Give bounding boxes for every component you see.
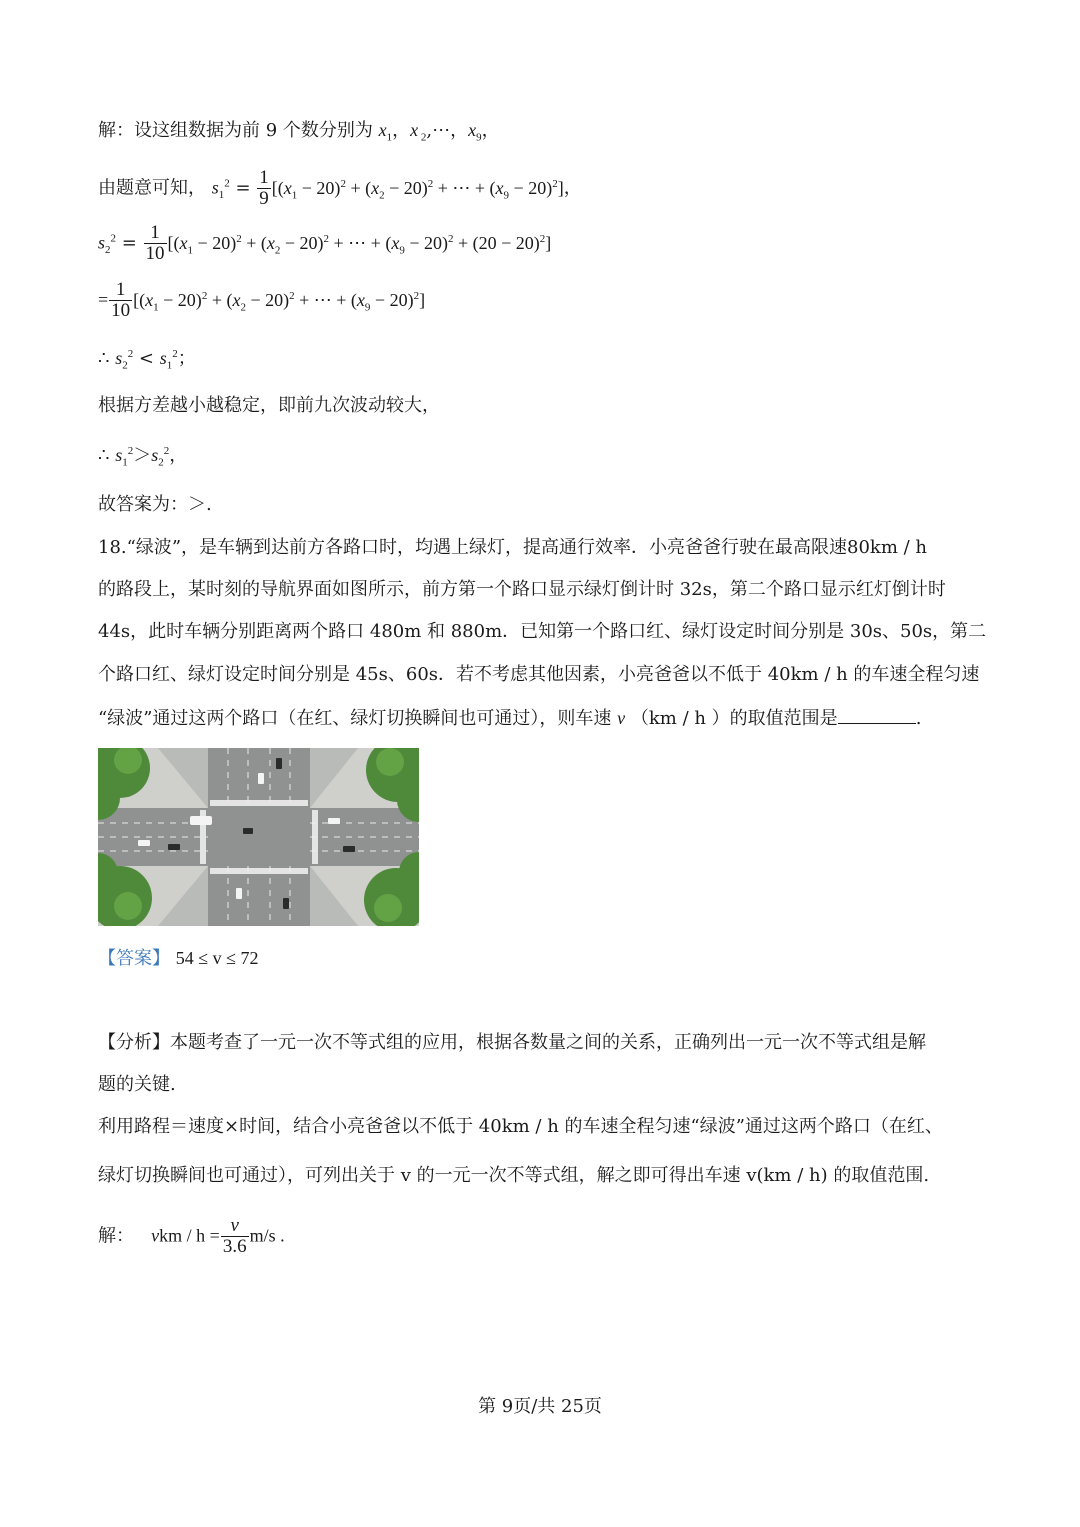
question-18-line-5-end: . bbox=[915, 708, 922, 729]
solution-intro-text: 解：设这组数据为前 9 个数分别为 bbox=[98, 120, 373, 141]
question-18-line-3: 44s，此时车辆分别距离两个路口 480m 和 880m．已知第一个路口红、绿灯设定时间分别是 30s、50s，第二 bbox=[98, 621, 987, 642]
question-18-line-5b: （km / h ）的取值范围是 bbox=[630, 708, 838, 729]
question-18-line-5a: “绿波”通过这两个路口（在红、绿灯切换瞬间也可通过），则车速 bbox=[98, 708, 612, 729]
analysis-line-4: 绿灯切换瞬间也可通过），可列出关于 v 的一元一次不等式组，解之即可得出车速 v(km / h) 的取值范围. bbox=[98, 1165, 930, 1186]
solution-b-label: 解： bbox=[98, 1225, 134, 1247]
therefore-line-1: ∴ $s_2^2 < s_1^2$； bbox=[98, 348, 196, 372]
final-answer-a: 故答案为：＞. bbox=[98, 494, 212, 515]
question-18-line-4: 个路口红、绿灯设定时间分别是 45s、60s．若不考虑其他因素，小亮爸爸以不低于 40km / h 的车速全程匀速 bbox=[98, 664, 980, 685]
answer-blank bbox=[838, 705, 916, 724]
question-18-var-v: v bbox=[617, 708, 626, 728]
question-18-line-1: 18.“绿波”，是车辆到达前方各路口时，均遇上绿灯，提高通行效率．小亮爸爸行驶在最高限速80km / h bbox=[98, 537, 928, 558]
answer-line bbox=[98, 946, 259, 971]
analysis-line-3: 利用路程＝速度×时间，结合小亮爸爸以不低于 40km / h 的车速全程匀速“绿波”通过这两个路口（在红、 bbox=[98, 1116, 943, 1137]
question-18-line-5 bbox=[98, 705, 921, 731]
equation-s2: $s_2^2$ = $\frac{1}{10}$ [$(x_1 - 20)^2 + (x_2 - 20)^2$ + ⋯ + $(x_9 - 20)^2 + (20 - 20)^2$] bbox=[98, 222, 552, 264]
analysis-line-2: 题的关键. bbox=[98, 1074, 176, 1095]
solution-intro: 解：设这组数据为前 9 个数分别为 $x_1$，x $_2$,⋯，$x_9$， bbox=[98, 120, 500, 144]
solution-b-line: 解： vkm / h = $\frac{v}{3.6}$ m/s . bbox=[98, 1215, 285, 1257]
equation-s1: 由题意可知， $s_1^2$ = $\frac{1}{9}$ [$(x_1 - 20)^2 + (x_2 - 20)^2$ + ⋯ + $(x_9 - 20)^2$]， bbox=[98, 167, 582, 209]
reason-line: 根据方差越小越稳定，即前九次波动较大， bbox=[98, 395, 440, 416]
equation-s2-simplified: = $\frac{1}{10}$ [$(x_1 - 20)^2 + (x_2 - 20)^2$ + ⋯ + $(x_9 - 20)^2$] bbox=[98, 279, 426, 321]
intersection-aerial-photo bbox=[98, 748, 419, 926]
answer-value: 54 ≤ v ≤ 72 bbox=[175, 948, 259, 968]
question-18-line-2: 的路段上，某时刻的导航界面如图所示，前方第一个路口显示绿灯倒计时 32s，第二个路口显示红灯倒计时 bbox=[98, 579, 946, 600]
answer-tag: 【答案】 bbox=[98, 948, 170, 969]
analysis-line-1: 【分析】本题考查了一元一次不等式组的应用，根据各数量之间的关系，正确列出一元一次不等式组是解 bbox=[98, 1032, 926, 1053]
page-footer: 第 9页/共 25页 bbox=[478, 1396, 602, 1417]
equation-s1-prefix: 由题意可知， bbox=[98, 177, 206, 199]
therefore-line-2: ∴ $s_1^2>s_2^2$， bbox=[98, 445, 188, 469]
